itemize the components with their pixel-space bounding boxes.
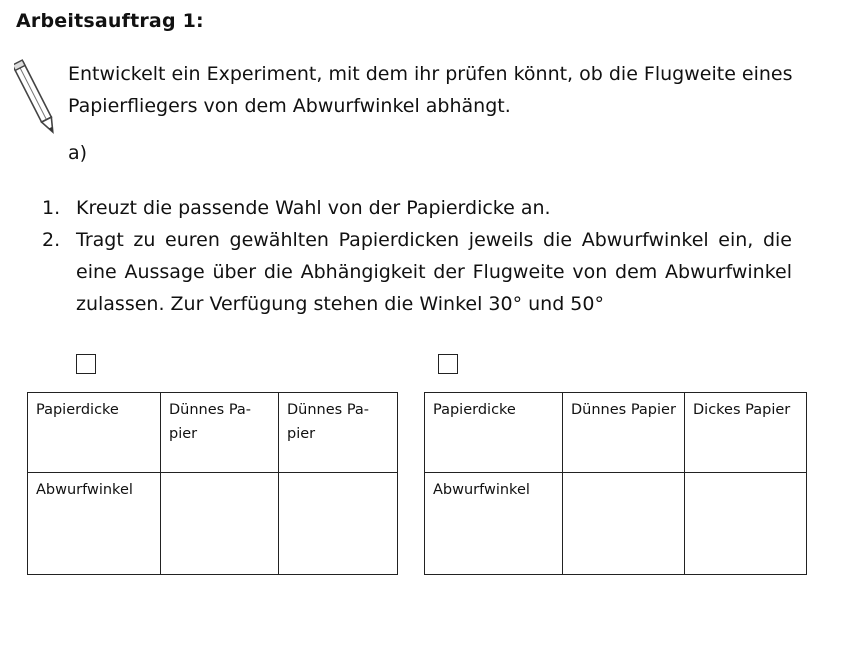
task-list: [42, 192, 792, 320]
intro-text: Entwickelt ein Experiment, mit dem ihr prüfen könnt, ob die Flugweite eines Papierfliegers von dem Abwurfwinkel abhängt.: [68, 63, 793, 117]
table-header-cell: [161, 393, 279, 473]
task-item: [42, 192, 792, 224]
task-title: Arbeitsauftrag 1:: [16, 10, 204, 32]
row-label-cell: Abwurfwinkel: [28, 473, 161, 575]
header-text: Dünnes Pa- pier: [169, 402, 252, 442]
checkbox-option-left[interactable]: [76, 354, 96, 374]
task-item: [42, 224, 792, 320]
table-row: [28, 473, 398, 575]
table-header-cell: [279, 393, 398, 473]
subtask-label: a): [68, 142, 88, 164]
task-number: 2.: [42, 229, 61, 251]
pencil-icon: [14, 56, 58, 140]
table-header-cell: Papierdicke: [425, 393, 563, 473]
task-text: Tragt zu euren gewählten Papierdicken jeweils die Abwurfwinkel ein, die eine Aussage über die Abhängigkeit der Flugweite von dem Abwurfwinkel zulassen. Zur Verfügung stehen die Winkel 30° und 50°: [76, 229, 792, 315]
table-header-cell: Dünnes Papier: [563, 393, 685, 473]
table-option-left: [27, 392, 398, 575]
angle-input-cell[interactable]: [563, 473, 685, 575]
angle-input-cell[interactable]: [279, 473, 398, 575]
table-header-cell: Papierdicke: [28, 393, 161, 473]
table-row: [425, 473, 807, 575]
angle-input-cell[interactable]: [161, 473, 279, 575]
task-text: Kreuzt die passende Wahl von der Papierdicke an.: [76, 197, 551, 219]
table-option-right: [424, 392, 807, 575]
table-header-cell: Dickes Papier: [685, 393, 807, 473]
angle-input-cell[interactable]: [685, 473, 807, 575]
task-number: 1.: [42, 197, 61, 219]
header-text: Dünnes Pa- pier: [287, 402, 370, 442]
table-row: [28, 393, 398, 473]
row-label-cell: Abwurfwinkel: [425, 473, 563, 575]
table-row: [425, 393, 807, 473]
checkbox-option-right[interactable]: [438, 354, 458, 374]
